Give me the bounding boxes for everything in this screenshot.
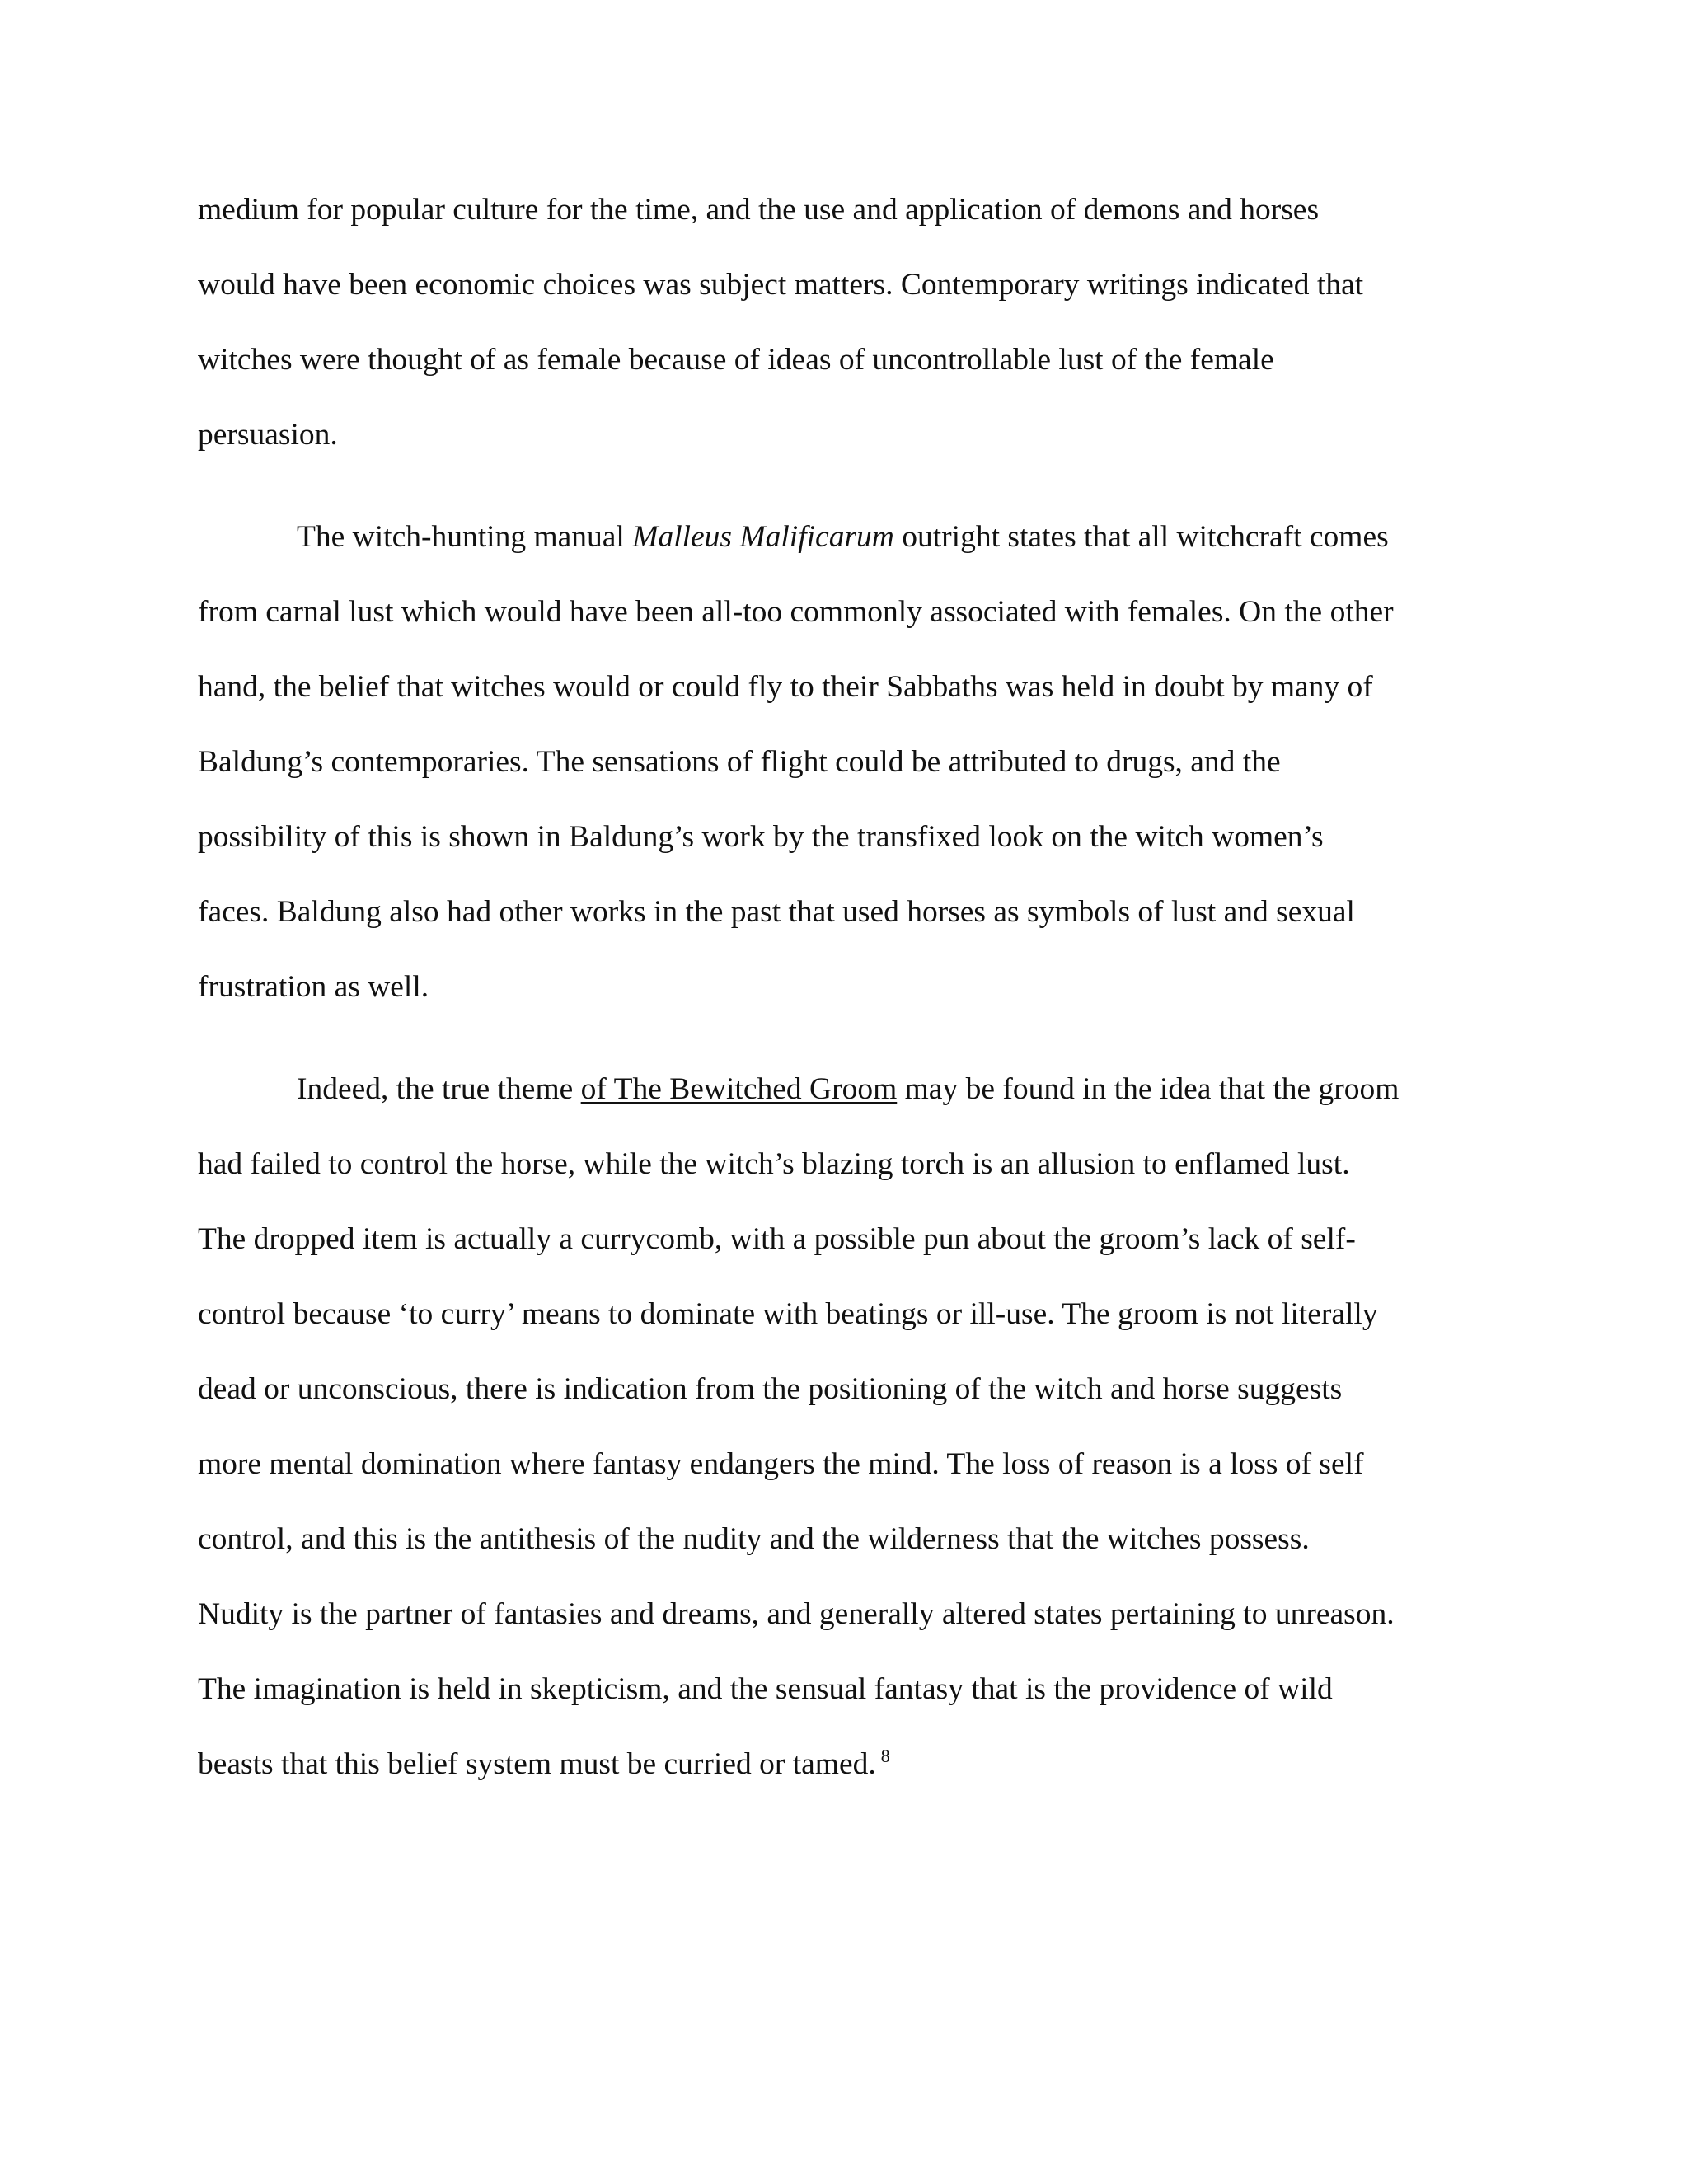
paragraph-1-line-4: persuasion. [198,418,338,452]
paragraph-1-line-1: medium for popular culture for the time, and the use and application of demons and horses [198,193,1320,227]
paragraph-3-line-8: Nudity is the partner of fantasies and dreams, and generally altered states pertaining to unreason. [198,1597,1395,1631]
paragraph-2-line-2: from carnal lust which would have been all-too commonly associated with females. On the other [198,595,1394,629]
paragraph-2-text-pre: The witch-hunting manual [297,520,633,554]
artwork-title-underlined: of The Bewitched Groom [580,1072,898,1106]
paragraph-3-line-4: control because ‘to curry’ means to dominate with beatings or ill-use. The groom is not literally [198,1297,1378,1331]
paragraph-3-line-10 [198,1746,890,1781]
paragraph-2-line-6: faces. Baldung also had other works in the past that used horses as symbols of lust and sexual [198,895,1355,929]
paragraph-2-text-post: outright states that all witchcraft comes [893,520,1389,554]
paragraph-3-line-3: The dropped item is actually a currycomb, with a possible pun about the groom’s lack of self- [198,1222,1356,1256]
paragraph-2-line-3: hand, the belief that witches would or could fly to their Sabbaths was held in doubt by many of [198,670,1373,704]
paragraph-3-line-5: dead or unconscious, there is indication from the positioning of the witch and horse suggests [198,1372,1343,1406]
paragraph-3-line-7: control, and this is the antithesis of the nudity and the wilderness that the witches possess. [198,1522,1310,1556]
paragraph-1-line-3: witches were thought of as female because of ideas of uncontrollable lust of the female [198,343,1274,377]
paragraph-2-line-7: frustration as well. [198,970,429,1004]
paragraph-3-line-9: The imagination is held in skepticism, and the sensual fantasy that is the providence of wild [198,1672,1333,1706]
paragraph-1-line-2: would have been economic choices was subject matters. Contemporary writings indicated that [198,268,1364,302]
book-title-italic: Malleus Malificarum [632,520,894,554]
paragraph-3-line-1 [198,1074,1399,1105]
footnote-marker[interactable]: 8 [880,1746,890,1766]
paragraph-2-line-5: possibility of this is shown in Baldung’s work by the transfixed look on the witch women’s [198,820,1324,854]
paragraph-3-line-6: more mental domination where fantasy endangers the mind. The loss of reason is a loss of self [198,1447,1364,1481]
paragraph-3-text-post: may be found in the idea that the groom [897,1072,1400,1106]
paragraph-2-line-1 [198,522,1389,553]
paragraph-3-text-pre: Indeed, the true theme [297,1072,581,1106]
paragraph-3-line-2: had failed to control the horse, while the witch’s blazing torch is an allusion to enflamed lust. [198,1147,1350,1181]
paragraph-2-line-4: Baldung’s contemporaries. The sensations of flight could be attributed to drugs, and the [198,745,1281,779]
paragraph-3-last-text: beasts that this belief system must be curried or tamed. [198,1747,876,1781]
